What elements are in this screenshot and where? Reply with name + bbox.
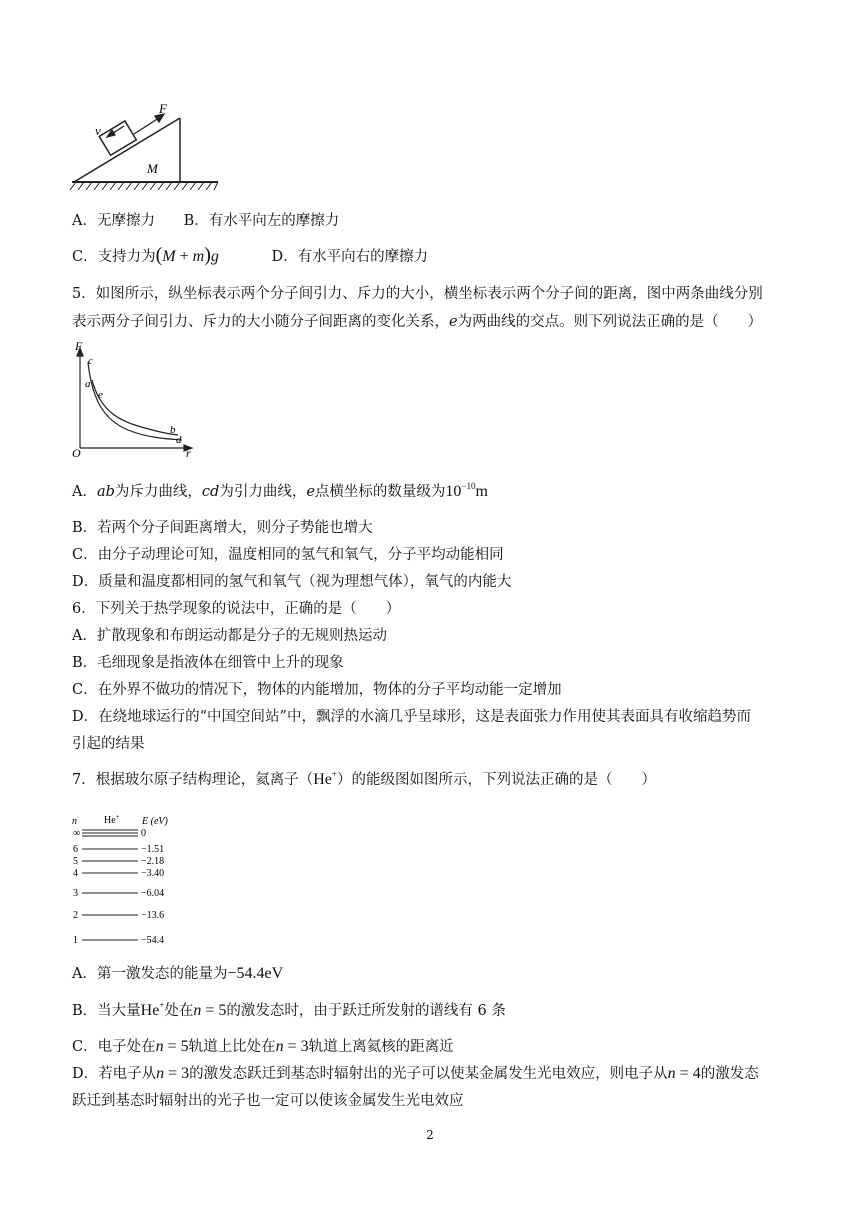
level-n-label: ∞ [73, 828, 81, 839]
diagram-species: He+ [104, 813, 120, 826]
molecular-force-graph [68, 340, 198, 460]
energy-level-diagram [68, 812, 188, 950]
level-energy-label: −6.04 [141, 888, 165, 899]
q4-option-a: A．无摩擦力 [72, 213, 155, 229]
q7-option-b-ion: He+ [140, 1000, 165, 1019]
q5-stem-line1: 5．如图所示，纵坐标表示两个分子间引力、斥力的大小，横坐标表示两个分子间的距离，图中两条曲线分别 [72, 286, 763, 302]
q6-option-a: A．扩散现象和布朗运动都是分子的无规则热运动 [72, 628, 387, 644]
q4-option-c: C．支持力为(M + m)g [72, 244, 219, 266]
energy-level-2 [73, 910, 164, 921]
q7-option-d-line1: D．若电子从n = 3的激发态跃迁到基态时辐射出的光子可以使某金属发生光电效应，则电子从n = 4的激发态 [72, 1065, 759, 1082]
level-n-label: 6 [73, 844, 78, 855]
point-label-e: e [98, 389, 103, 401]
energy-level-4 [73, 868, 164, 879]
curve-ab [92, 380, 178, 435]
q4-options-row2 [72, 245, 428, 267]
level-n-label: 1 [73, 935, 78, 946]
q6-stem: 6．下列关于热学现象的说法中，正确的是（ ） [72, 601, 401, 617]
q5-option-a-magnitude: $10^{-10}m$ [445, 481, 488, 500]
level-energy-label: −2.18 [141, 856, 165, 867]
diagram-energy-header: E (eV) [142, 816, 168, 827]
q4-option-d: D．有水平向右的摩擦力 [271, 249, 429, 265]
energy-level-5 [73, 856, 164, 867]
energy-level-3 [73, 888, 164, 899]
point-label-a: a [85, 378, 91, 390]
point-label-d: d [176, 434, 182, 446]
q7-stem: 7．根据玻尔原子结构理论，氦离子（He+）的能级图如图所示，下列说法正确的是（ ） [72, 769, 656, 788]
page-number: 2 [426, 1128, 434, 1142]
origin-label-O: O [72, 446, 81, 460]
energy-levels [73, 828, 164, 946]
level-n-label: 3 [73, 888, 78, 899]
level-n-label: 4 [73, 868, 78, 879]
q4-options-row1 [72, 211, 339, 231]
label-M: M [147, 161, 158, 176]
label-v: v [95, 123, 101, 138]
q6-option-d-line1: D．在绕地球运行的“中国空间站”中，飘浮的水滴几乎呈球形，这是表面张力作用使其表面具有收缩趋势而 [72, 709, 751, 725]
energy-level-1 [73, 935, 164, 946]
incline-ground-hatch [70, 182, 218, 190]
q6-option-d-line2: 引起的结果 [72, 736, 145, 752]
q5-stem-line2: 表示两分子间引力、斥力的大小随分子间距离的变化关系，e为两曲线的交点。则下列说法正确的是（ ） [72, 314, 763, 330]
axis-label-F: F [75, 340, 83, 353]
level-energy-label: 0 [141, 828, 146, 839]
level-n-label: 5 [73, 856, 78, 867]
incline-figure [68, 96, 228, 192]
level-energy-label: −13.6 [141, 910, 165, 921]
axis-label-r: r [186, 446, 191, 460]
q7-option-b: B．当大量He+处在n = 5的激发态时，由于跃迁所发射的谱线有 6 条 [72, 1000, 506, 1019]
q7-option-a: A．第一激发态的能量为−54.4eV [72, 965, 284, 982]
energy-level-6 [73, 844, 164, 855]
q5-option-c: C．由分子动理论可知，温度相同的氢气和氧气，分子平均动能相同 [72, 547, 504, 563]
q7-stem-ion: He+ [313, 769, 337, 788]
q5-option-d: D．质量和温度都相同的氢气和氧气（视为理想气体），氧气的内能大 [72, 574, 512, 590]
q7-option-c: C．电子处在n = 5轨道上比处在n = 3轨道上离氦核的距离近 [72, 1038, 454, 1055]
point-label-b: b [170, 424, 176, 436]
incline-block [99, 121, 136, 155]
q6-option-b: B．毛细现象是指液体在细管中上升的现象 [72, 655, 344, 671]
level-energy-label: −3.40 [141, 868, 165, 879]
label-F: F [159, 101, 167, 116]
q4-option-b: B．有水平向左的摩擦力 [183, 213, 340, 229]
level-energy-label: −54.4 [141, 935, 165, 946]
level-n-label: 2 [73, 910, 78, 921]
energy-level-∞ [73, 828, 146, 839]
diagram-n-header: n [72, 816, 77, 827]
q7-option-d-line2: 跃迁到基态时辐射出的光子也一定可以使该金属发生光电效应 [72, 1093, 464, 1109]
q5-option-b: B．若两个分子间距离增大，则分子势能也增大 [72, 520, 373, 536]
q6-option-c: C．在外界不做功的情况下，物体的内能增加，物体的分子平均动能一定增加 [72, 682, 562, 698]
point-label-c: c [88, 355, 93, 367]
q5-option-a: A．ab为斥力曲线，cd为引力曲线，e点横坐标的数量级为$10^{-10}m$ [72, 481, 488, 500]
q4-option-c-formula: (M + m)g [155, 244, 219, 266]
curve-cd [88, 362, 182, 440]
level-energy-label: −1.51 [141, 844, 165, 855]
